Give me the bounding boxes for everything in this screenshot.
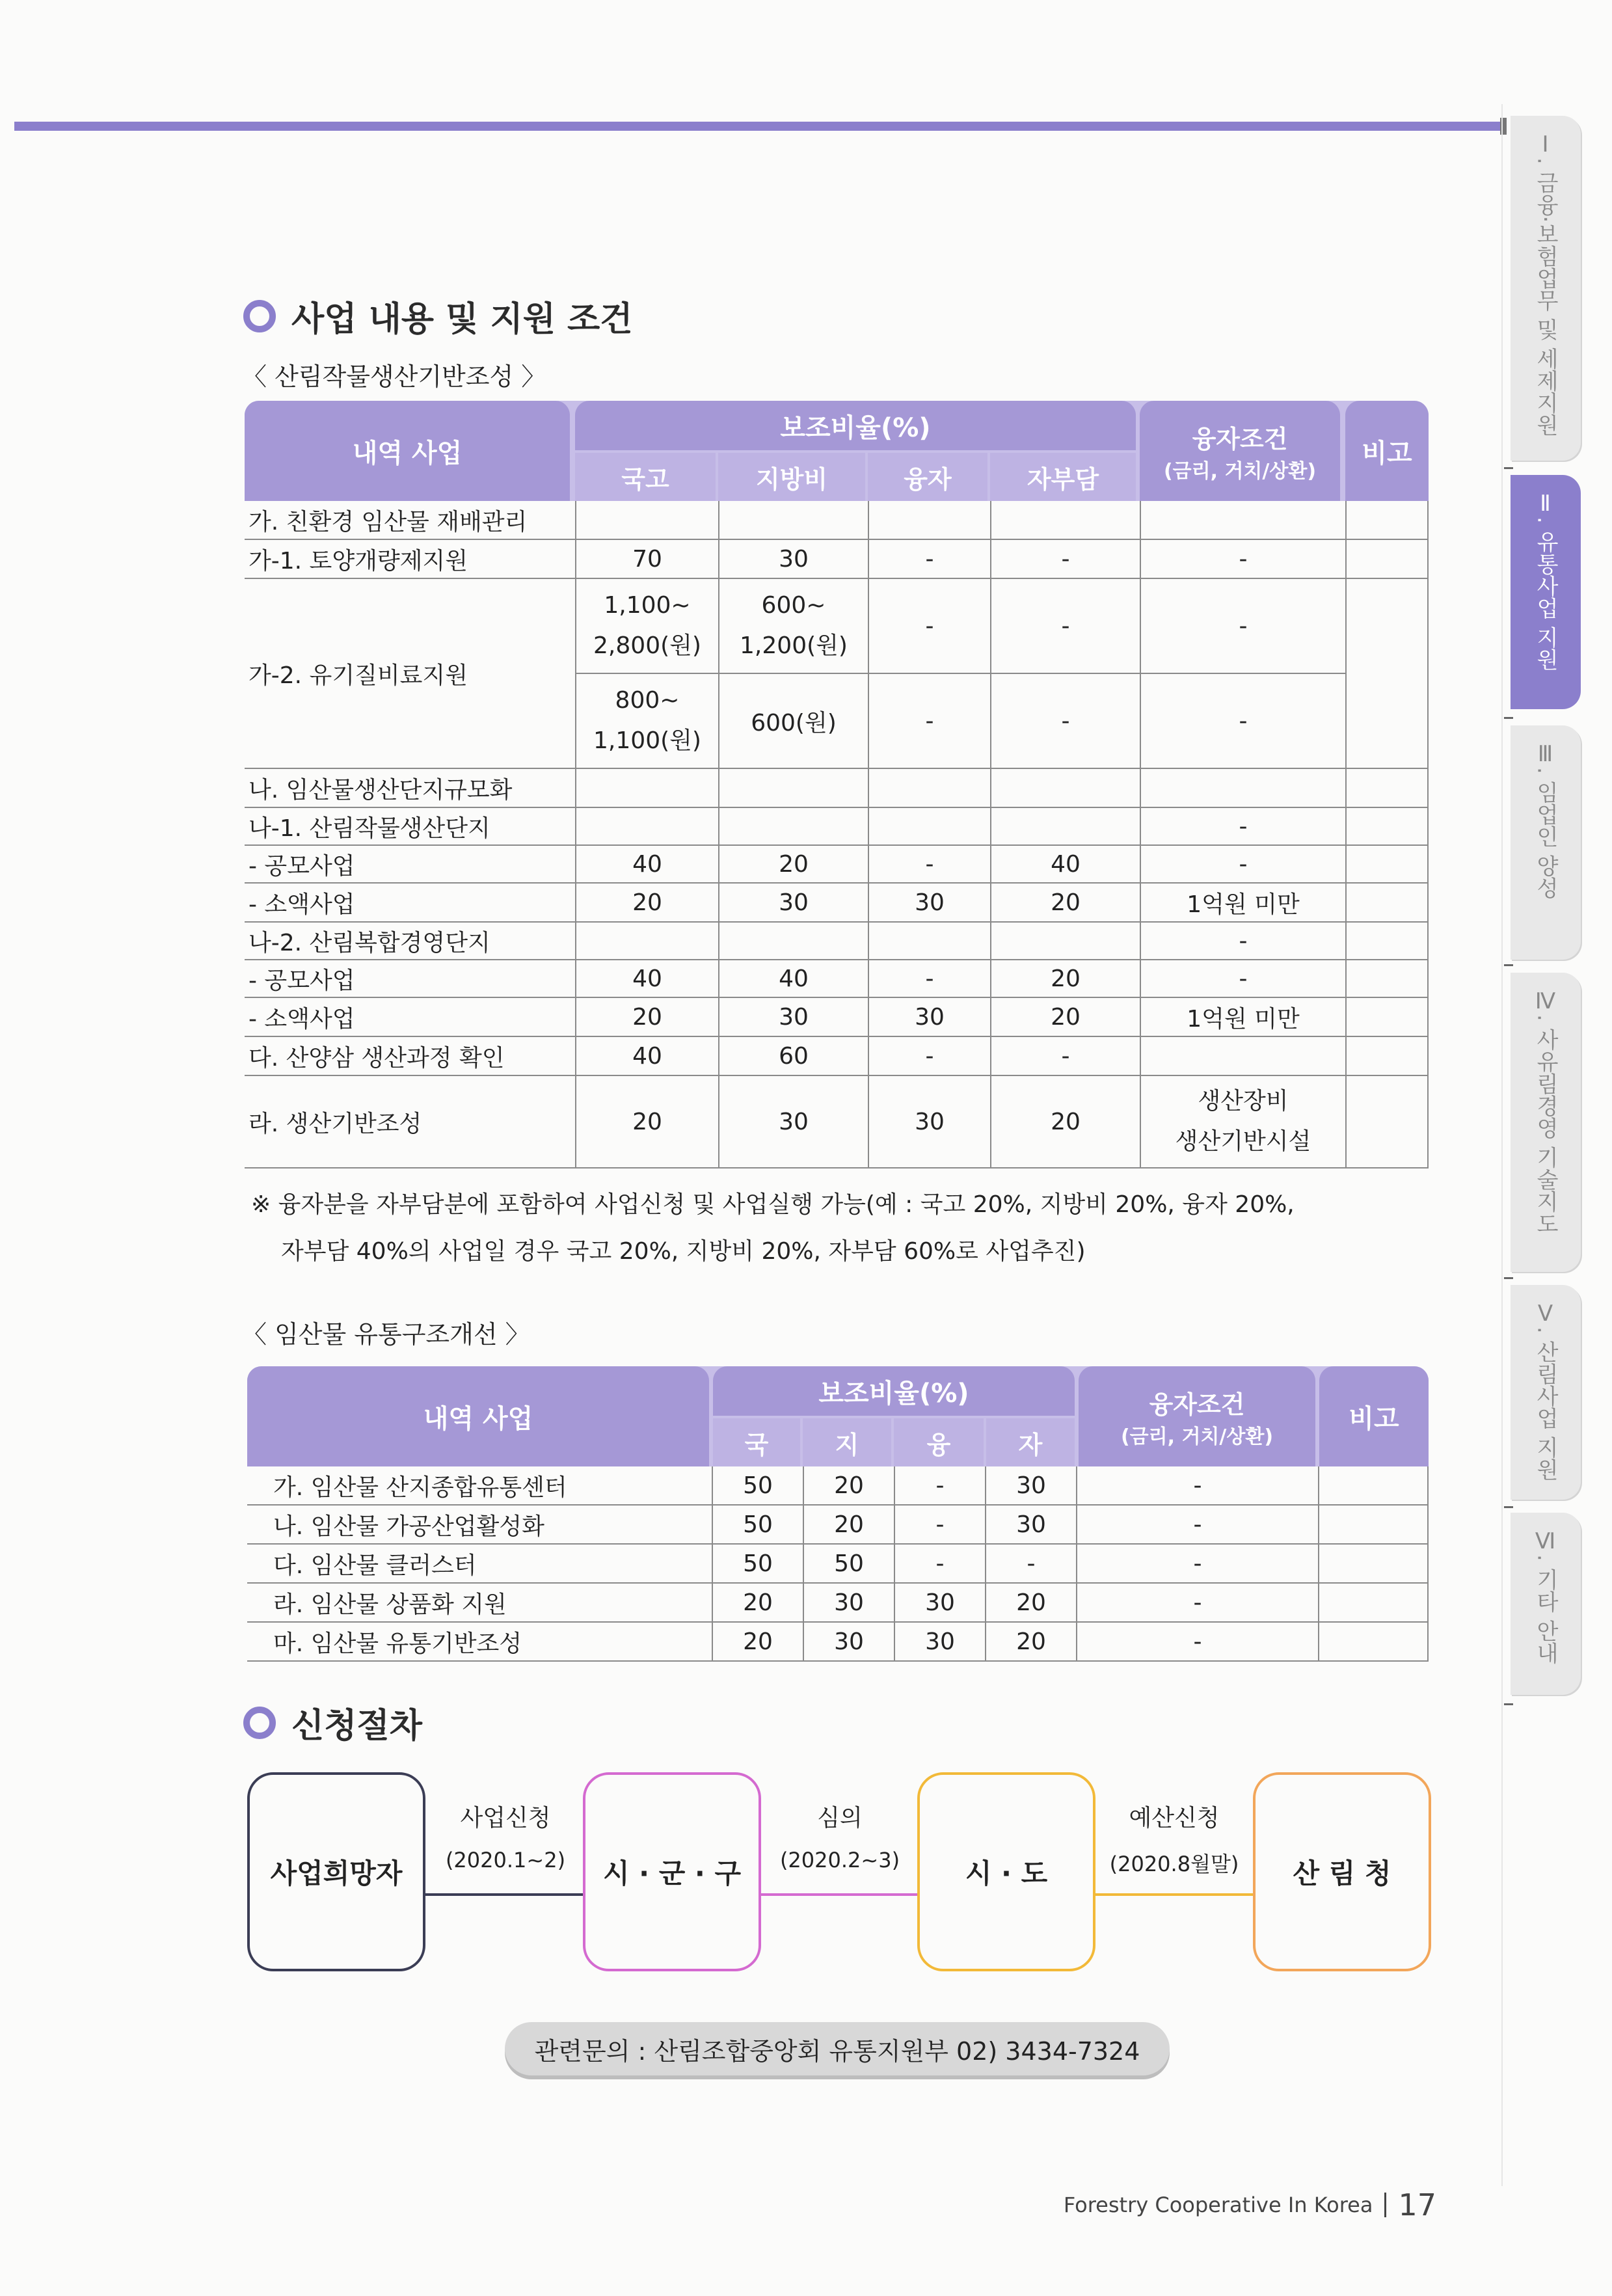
cell-national: 20 — [712, 1623, 803, 1662]
table1-header-loan-cond — [1140, 401, 1340, 501]
cell-remark — [1345, 1037, 1429, 1076]
cell-self: - — [985, 1545, 1076, 1584]
cell-loan — [868, 808, 990, 846]
row-label: 가. 친환경 임산물 재배관리 — [245, 501, 575, 540]
section-title-business — [243, 291, 633, 340]
cell-local: 30 — [803, 1584, 894, 1623]
table1-caption: 〈 산림작물생산기반조성 〉 — [242, 362, 546, 391]
cell-loan: - — [868, 846, 990, 884]
cell-loan-cond: - — [1076, 1466, 1318, 1506]
cell-local: 600(원) — [718, 674, 868, 769]
page-edge-line — [1501, 104, 1503, 2186]
cell-self: 20 — [985, 1584, 1076, 1623]
cell-self — [990, 808, 1140, 846]
table-row — [245, 846, 1429, 884]
cell-line: 생산장비 — [1198, 1088, 1289, 1114]
table-row — [245, 998, 1429, 1037]
table2-header-item: 내역 사업 — [247, 1366, 709, 1466]
table1-header-ratio: 보조비율(%) — [575, 401, 1136, 450]
cell-loan-cond: - — [1140, 846, 1345, 884]
cell-remark — [1345, 998, 1429, 1037]
cell-national: 40 — [575, 960, 718, 998]
table-row — [245, 884, 1429, 923]
flow-step-period: (2020.2~3) — [779, 1848, 900, 1872]
side-tab-6[interactable] — [1511, 1513, 1581, 1695]
tab-divider — [1504, 1703, 1513, 1705]
cell-local — [718, 579, 868, 674]
cell-national — [575, 923, 718, 960]
tab-divider — [1504, 467, 1513, 469]
cell-loan: 30 — [894, 1584, 985, 1623]
cell-loan: - — [868, 1037, 990, 1076]
cell-remark — [1318, 1623, 1429, 1662]
cell-local: 20 — [803, 1506, 894, 1545]
cell-remark — [1345, 1076, 1429, 1168]
cell-loan-cond: - — [1140, 579, 1345, 674]
cell-local — [718, 501, 868, 540]
section-title-text: 사업 내용 및 지원 조건 — [291, 300, 633, 339]
row-label: 마. 임산물 유통기반조성 — [247, 1623, 712, 1662]
cell-loan-cond — [1140, 501, 1345, 540]
cell-line: 1,100~ — [604, 592, 691, 619]
cell-national — [575, 501, 718, 540]
section-title-procedure — [243, 1698, 422, 1747]
cell-local — [718, 769, 868, 808]
cell-local: 40 — [718, 960, 868, 998]
cell-national: 50 — [712, 1466, 803, 1506]
table2-header-national: 국 — [713, 1418, 800, 1466]
cell-self: 30 — [985, 1506, 1076, 1545]
table-row — [245, 1037, 1429, 1076]
cell-national: 70 — [575, 540, 718, 579]
cell-loan — [868, 923, 990, 960]
tab-divider — [1504, 1506, 1513, 1508]
cell-remark — [1345, 769, 1429, 808]
tab-divider — [1504, 1277, 1513, 1279]
table2-header-remark: 비고 — [1319, 1366, 1429, 1466]
cell-national: 40 — [575, 846, 718, 884]
cell-loan: - — [894, 1466, 985, 1506]
cell-loan: 30 — [868, 884, 990, 923]
cell-loan: 30 — [868, 998, 990, 1037]
cell-loan: 30 — [894, 1623, 985, 1662]
cell-remark — [1318, 1466, 1429, 1506]
cell-remark — [1318, 1545, 1429, 1584]
cell-local: 50 — [803, 1545, 894, 1584]
row-label: 라. 임산물 상품화 지원 — [247, 1584, 712, 1623]
row-label: - 소액사업 — [245, 884, 575, 923]
table-row — [245, 769, 1429, 808]
cell-self: - — [990, 1037, 1140, 1076]
row-label: - 소액사업 — [245, 998, 575, 1037]
cell-remark — [1345, 808, 1429, 846]
cell-self — [990, 501, 1140, 540]
cell-self — [990, 769, 1140, 808]
cell-loan — [868, 501, 990, 540]
cell-loan-cond: - — [1076, 1545, 1318, 1584]
table1-header-item: 내역 사업 — [245, 401, 570, 501]
table1-header-loan: 융자 — [868, 453, 987, 501]
table1-header-self: 자부담 — [990, 453, 1136, 501]
cell-national — [575, 808, 718, 846]
cell-remark — [1345, 579, 1429, 769]
cell-local: 20 — [803, 1466, 894, 1506]
table1-header-local: 지방비 — [718, 453, 865, 501]
cell-self: 30 — [985, 1466, 1076, 1506]
cell-local: 30 — [803, 1623, 894, 1662]
table2-header-loan-cond — [1079, 1366, 1315, 1466]
cell-loan: - — [868, 540, 990, 579]
cell-remark — [1345, 923, 1429, 960]
cell-line: 2,800(원) — [593, 632, 701, 659]
cell-line: 800~ — [615, 687, 680, 714]
row-label: 가. 임산물 산지종합유통센터 — [247, 1466, 712, 1506]
cell-national: 50 — [712, 1545, 803, 1584]
flow-connector-2 — [760, 1893, 919, 1896]
loan-note-line1: ※ 융자분을 자부담분에 포함하여 사업신청 및 사업실행 가능(예 : 국고 20%, 지방비 20%, 융자 20%, — [251, 1191, 1295, 1218]
cell-loan: - — [894, 1506, 985, 1545]
row-label: 다. 임산물 클러스터 — [247, 1545, 712, 1584]
loan-cond-sub: (금리, 거치/상환) — [1120, 1425, 1274, 1448]
cell-national — [575, 579, 718, 674]
circle-bullet-icon — [243, 1707, 276, 1739]
cell-loan: - — [894, 1545, 985, 1584]
table-row — [245, 501, 1429, 540]
cell-self: - — [990, 579, 1140, 674]
footer-text: Forestry Cooperative In Korea — [1063, 2193, 1373, 2217]
cell-national: 20 — [575, 884, 718, 923]
loan-cond-title: 융자조건 — [1149, 1390, 1245, 1419]
flow-box-province: 시 · 도 — [917, 1772, 1095, 1971]
table-row — [245, 579, 1429, 674]
footer-divider — [1384, 2193, 1386, 2217]
row-label: - 공모사업 — [245, 846, 575, 884]
cell-loan-cond: - — [1076, 1584, 1318, 1623]
table1-header-remark: 비고 — [1345, 401, 1429, 501]
cell-national — [575, 769, 718, 808]
cell-loan-cond: - — [1140, 960, 1345, 998]
cell-national: 20 — [712, 1584, 803, 1623]
side-tab-label: Ⅱ. 유통사업 지원 — [1532, 491, 1559, 671]
flow-connector-3 — [1094, 1893, 1253, 1896]
cell-self: 20 — [990, 998, 1140, 1037]
cell-local: 20 — [718, 846, 868, 884]
flow-step-name: 심의 — [817, 1805, 863, 1831]
table-row — [247, 1623, 1429, 1662]
table-row — [247, 1545, 1429, 1584]
side-tab-5[interactable] — [1511, 1285, 1581, 1500]
side-tab-2[interactable] — [1511, 475, 1581, 709]
cell-loan-cond — [1140, 769, 1345, 808]
table2-header-ratio: 보조비율(%) — [713, 1366, 1075, 1416]
side-tab-3[interactable] — [1511, 725, 1581, 960]
support-table-1 — [245, 501, 1429, 1168]
cell-remark — [1345, 960, 1429, 998]
table-row — [247, 1584, 1429, 1623]
side-tab-label: Ⅲ. 임업인 양성 — [1532, 741, 1559, 899]
cell-remark — [1345, 540, 1429, 579]
flow-step-name: 예산신청 — [1129, 1805, 1220, 1831]
side-tab-label: Ⅴ. 산림사업 지원 — [1532, 1301, 1559, 1481]
row-label: - 공모사업 — [245, 960, 575, 998]
cell-loan-cond — [1140, 1037, 1345, 1076]
row-label: 가-1. 토양개량제지원 — [245, 540, 575, 579]
cell-self: 40 — [990, 846, 1140, 884]
table2-caption: 〈 임산물 유통구조개선 〉 — [242, 1320, 530, 1349]
side-tab-label: Ⅵ. 기타 안내 — [1532, 1528, 1559, 1664]
cell-loan — [868, 769, 990, 808]
row-label: 나. 임산물 가공산업활성화 — [247, 1506, 712, 1545]
cell-loan-cond: - — [1140, 540, 1345, 579]
page-number: 17 — [1398, 2187, 1436, 2222]
cell-self: 20 — [990, 884, 1140, 923]
cell-self: 20 — [990, 1076, 1140, 1168]
cell-remark — [1345, 884, 1429, 923]
cell-loan-cond: 1억원 미만 — [1140, 884, 1345, 923]
side-tab-4[interactable] — [1511, 973, 1581, 1272]
cell-national: 20 — [575, 1076, 718, 1168]
cell-self: - — [990, 540, 1140, 579]
cell-loan-cond: - — [1140, 674, 1345, 769]
row-label: 다. 산양삼 생산과정 확인 — [245, 1037, 575, 1076]
cell-loan-cond: - — [1076, 1623, 1318, 1662]
cell-national: 40 — [575, 1037, 718, 1076]
side-tab-1[interactable] — [1511, 116, 1581, 461]
loan-note-line2: 자부담 40%의 사업일 경우 국고 20%, 지방비 20%, 자부담 60%로 사업추진) — [281, 1238, 1086, 1265]
cell-local: 30 — [718, 884, 868, 923]
loan-cond-title: 융자조건 — [1192, 424, 1288, 453]
cell-line: 1,200(원) — [740, 632, 848, 659]
table2-header-local: 지 — [803, 1418, 891, 1466]
cell-loan: - — [868, 960, 990, 998]
side-tab-label: Ⅰ. 금융·보험업무 및 세제지원 — [1532, 131, 1559, 437]
cell-loan-cond — [1140, 1076, 1345, 1168]
cell-local: 30 — [718, 998, 868, 1037]
cell-local: 30 — [718, 540, 868, 579]
cell-self — [990, 923, 1140, 960]
cell-loan-cond: 1억원 미만 — [1140, 998, 1345, 1037]
table-row — [245, 540, 1429, 579]
table-row — [245, 1076, 1429, 1168]
cell-line: 600~ — [761, 592, 826, 619]
row-label: 가-2. 유기질비료지원 — [245, 579, 575, 769]
cell-loan: - — [868, 579, 990, 674]
flow-step-period: (2020.8월말) — [1109, 1852, 1239, 1876]
cell-remark — [1318, 1584, 1429, 1623]
row-label: 나. 임산물생산단지규모화 — [245, 769, 575, 808]
cell-loan-cond: - — [1140, 923, 1345, 960]
flow-connector-1 — [425, 1893, 584, 1896]
cell-local — [718, 808, 868, 846]
row-label: 나-1. 산림작물생산단지 — [245, 808, 575, 846]
cell-self: - — [990, 674, 1140, 769]
cell-remark — [1345, 846, 1429, 884]
table2-header-loan: 융 — [894, 1418, 984, 1466]
section-title-text: 신청절차 — [291, 1707, 422, 1746]
row-label: 라. 생산기반조성 — [245, 1076, 575, 1168]
cell-line: 1,100(원) — [593, 727, 701, 754]
row-label: 나-2. 산림복합경영단지 — [245, 923, 575, 960]
circle-bullet-icon — [243, 300, 276, 332]
table-row — [247, 1506, 1429, 1545]
table-row — [245, 808, 1429, 846]
cell-self: 20 — [985, 1623, 1076, 1662]
cell-self: 20 — [990, 960, 1140, 998]
cell-local: 60 — [718, 1037, 868, 1076]
cell-national: 20 — [575, 998, 718, 1037]
flow-box-city-county: 시 · 군 · 구 — [583, 1772, 761, 1971]
tab-divider — [1504, 717, 1513, 719]
page-footer — [1064, 2187, 1436, 2222]
table2-header-self: 자 — [986, 1418, 1075, 1466]
table-row — [245, 923, 1429, 960]
cell-national — [575, 674, 718, 769]
table1-header-national: 국고 — [575, 453, 716, 501]
cell-remark — [1345, 501, 1429, 540]
cell-loan-cond: - — [1140, 808, 1345, 846]
flow-box-forest-service: 산 림 청 — [1253, 1772, 1431, 1971]
table-row — [247, 1466, 1429, 1506]
top-accent-bar — [14, 122, 1504, 131]
cell-remark — [1318, 1506, 1429, 1545]
support-table-2 — [247, 1466, 1429, 1662]
cell-loan-cond: - — [1076, 1506, 1318, 1545]
contact-info: 관련문의 : 산림조합중앙회 유통지원부 02) 3434-7324 — [505, 2022, 1170, 2075]
flow-step-period: (2020.1~2) — [445, 1848, 566, 1872]
flow-box-applicant: 사업희망자 — [247, 1772, 425, 1971]
cell-national: 50 — [712, 1506, 803, 1545]
tab-divider — [1504, 964, 1513, 966]
cell-loan: - — [868, 674, 990, 769]
cell-local: 30 — [718, 1076, 868, 1168]
side-tab-label: Ⅳ. 사유림경영 기술지도 — [1532, 988, 1559, 1235]
flow-step-name: 사업신청 — [460, 1805, 551, 1831]
cell-line: 생산기반시설 — [1175, 1128, 1311, 1155]
cell-loan: 30 — [868, 1076, 990, 1168]
loan-cond-sub: (금리, 거치/상환) — [1163, 459, 1317, 483]
cell-local — [718, 923, 868, 960]
table-row — [245, 960, 1429, 998]
